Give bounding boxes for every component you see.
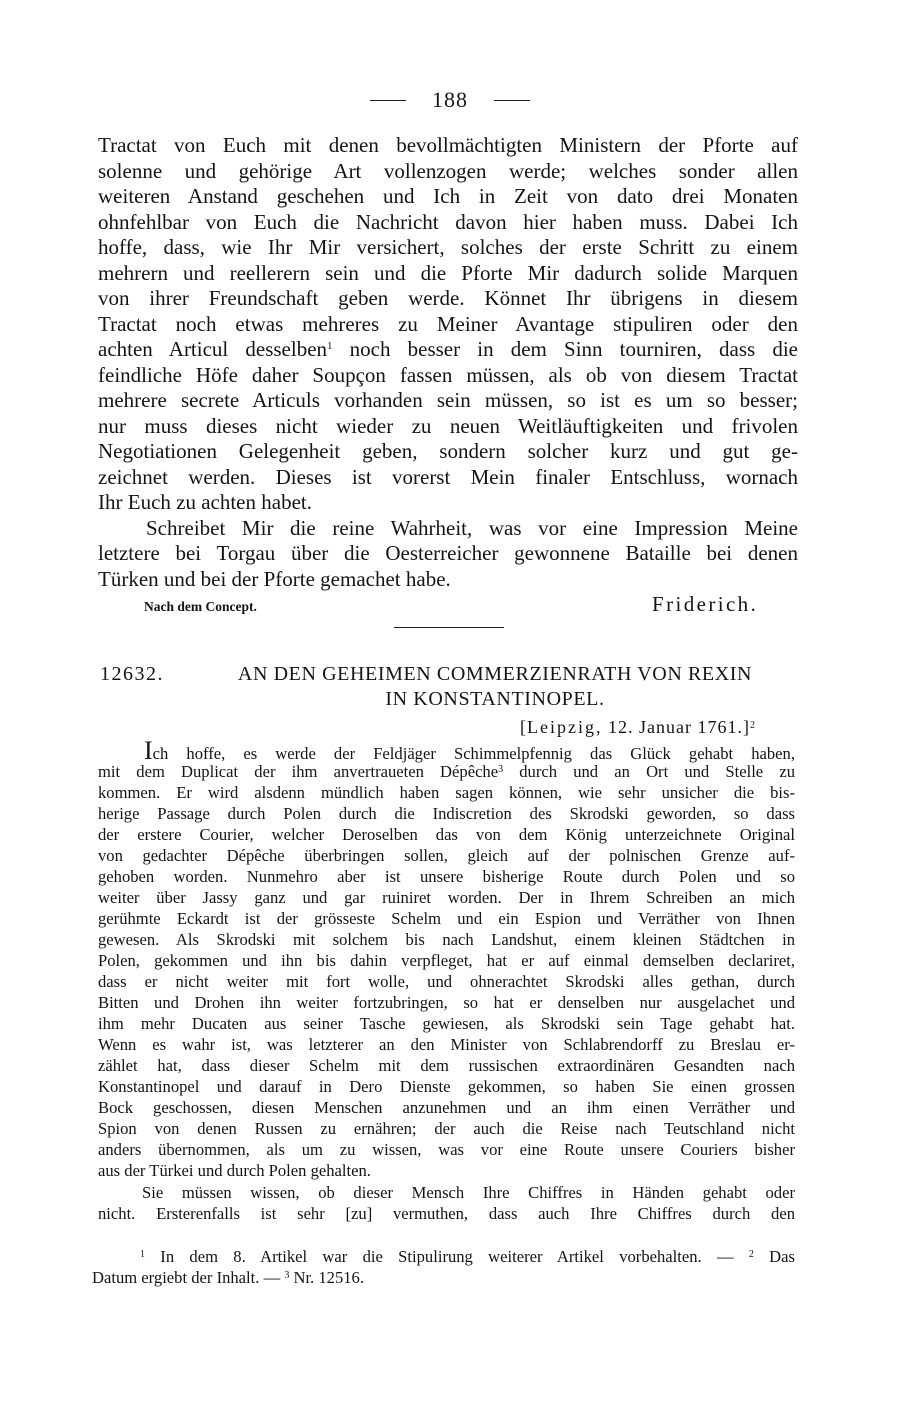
footnote-ref-1: 1: [327, 340, 333, 352]
text-segment: durch und an Ort und Stelle zu: [503, 762, 795, 781]
text-segment: In dem 8. Artikel war die Stipulirung weiterer Artikel vorbehalten. —: [145, 1247, 749, 1266]
footnote-ref-2: 2: [749, 720, 756, 731]
text-segment: ch hoffe, es werde der Feldjäger Schimmelpfennig das Glück gehabt haben,: [152, 744, 795, 763]
text-line: Bitten und Drohen ihn weiter fortzubringen, so hat er denselben nur ausgelachet und: [98, 993, 795, 1012]
text-line: hoffe, dass, wie Ihr Mir versichert, solches der erste Schritt zu einem: [98, 235, 798, 259]
text-segment: Das: [753, 1247, 795, 1266]
footnote-line: [140, 1246, 795, 1268]
text-line: gerühmte Eckardt ist der grösseste Schelm und ein Espion und Verräther von Ihnen: [98, 909, 795, 928]
text-line: [98, 762, 795, 783]
signature: Friderich.: [652, 592, 759, 616]
text-line: mehrern und reellerern sein und die Pforte Mir dadurch solide Marquen: [98, 261, 798, 285]
text-line: Wenn es wahr ist, was letzterer an den Minister von Schlabrendorff zu Breslau er-: [98, 1035, 795, 1054]
text-line: nur muss dieses nicht wieder zu neuen Weitläuftigkeiten und frivolen: [98, 414, 798, 438]
document-number: 12632.: [100, 663, 164, 685]
header-dash-right: [494, 100, 530, 101]
text-line: letztere bei Torgau über die Oesterreicher gewonnene Bataille bei denen: [98, 541, 798, 565]
footnote-marker-2: 2: [748, 1249, 754, 1260]
footnote-marker-1: 1: [140, 1249, 145, 1260]
drop-cap: I: [144, 736, 153, 765]
text-line: Spion von denen Russen zu ernähren; der auch die Reise nach Teutschland nicht: [98, 1119, 795, 1138]
text-line: weiteren Anstand geschehen und Ich in Zeit von dato drei Monaten: [98, 184, 798, 208]
document-title-line2: IN KONSTANTINOPEL.: [385, 688, 605, 710]
text-line: nicht. Ersterenfalls ist sehr [zu] vermuthen, dass auch Ihre Chiffres durch den: [98, 1204, 795, 1223]
page-number: 188: [432, 87, 468, 112]
dateline-place: Leipzig,: [527, 717, 603, 737]
text-line: Tractat von Euch mit denen bevollmächtigten Ministern der Pforte auf: [98, 133, 798, 157]
text-line: von ihrer Freundschaft geben werde. Könnet Ihr übrigens in diesem: [98, 286, 798, 310]
text-line: von gedachter Dépêche überbringen sollen, gleich auf der polnischen Grenze auf-: [98, 846, 795, 865]
page-header: [0, 86, 900, 114]
text-line: kommen. Er wird alsdenn mündlich haben sagen können, wie sehr unsicher die bis-: [98, 783, 795, 802]
text-line: mehrere secrete Articuls vorhanden sein müssen, so ist es um so besser;: [98, 388, 798, 412]
document-title-line1: AN DEN GEHEIMEN COMMERZIENRATH VON REXIN: [237, 663, 753, 685]
dateline-date: 12. Januar 1761.]: [602, 717, 750, 737]
footnote-line: [92, 1267, 795, 1289]
text-line: [98, 337, 798, 363]
text-line: Türken und bei der Pforte gemachet habe.: [98, 567, 451, 591]
text-line: Ihr Euch zu achten habet.: [98, 490, 312, 514]
text-segment: achten Articul desselben: [98, 337, 328, 361]
text-line: anders übernommen, als um zu wissen, was vor eine Route unsere Couriers bisher: [98, 1140, 795, 1159]
text-line: herige Passage durch Polen durch die Indiscretion des Skrodski geworden, so dass: [98, 804, 795, 823]
text-line: Negotiationen Gelegenheit geben, sondern solcher kurz und gut ge-: [98, 439, 798, 463]
text-line: Tractat noch etwas mehreres zu Meiner Avantage stipuliren oder den: [98, 312, 798, 336]
text-line: zählet hat, dass dieser Schelm mit dem russischen extraordinären Gesandten nach: [98, 1056, 795, 1075]
text-line: Sie müssen wissen, ob dieser Mensch Ihre Chiffres in Händen gehabt oder: [142, 1183, 795, 1202]
text-line: dass er nicht weiter mit fort wolle, und ohnerachtet Skrodski alles gethan, durch: [98, 972, 795, 991]
text-line: Schreibet Mir die reine Wahrheit, was vor eine Impression Meine: [146, 516, 798, 540]
text-line: weiter über Jassy ganz und gar ruiniret worden. Der in Ihrem Schreiben an mich: [98, 888, 795, 907]
text-line: Konstantinopel und darauf in Dero Dienste gekommen, so haben Sie einen grossen: [98, 1077, 795, 1096]
text-line: [144, 736, 795, 765]
text-segment: Datum ergiebt der Inhalt. —: [92, 1268, 285, 1287]
text-line: feindliche Höfe daher Soupçon fassen müssen, als ob von diesem Tractat: [98, 363, 798, 387]
text-segment: noch besser in dem Sinn tourniren, dass die: [332, 337, 798, 361]
section-divider: [394, 627, 504, 628]
text-line: ihm mehr Ducaten aus seiner Tasche gewiesen, als Skrodski sein Tage gehabt hat.: [98, 1014, 795, 1033]
dateline-bracket: [: [520, 717, 527, 737]
text-line: der erstere Courier, welcher Deroselben das von dem König unterzeichnete Original: [98, 825, 795, 844]
source-note: Nach dem Concept.: [144, 599, 257, 614]
text-segment: mit dem Duplicat der ihm anvertraueten Dépêche: [98, 762, 499, 781]
text-line: ohnfehlbar von Euch die Nachricht davon hier haben muss. Dabei Ich: [98, 210, 798, 234]
text-segment: Nr. 12516.: [289, 1268, 364, 1287]
footnote-marker-3: 3: [284, 1270, 290, 1281]
text-line: Bock geschossen, diesen Menschen anzunehmen und an ihm einen Verräther und: [98, 1098, 795, 1117]
text-line: Polen, gekommen und ihn bis dahin verpfleget, hat er auf einmal demselben declariret,: [98, 951, 795, 970]
text-line: gewesen. Als Skrodski mit solchem bis nach Landshut, einem kleinen Städtchen in: [98, 930, 795, 949]
dateline: [520, 716, 756, 738]
text-line: gehoben worden. Nunmehro aber ist unsere bisherige Route durch Polen und so: [98, 867, 795, 886]
text-line: aus der Türkei und durch Polen gehalten.: [98, 1161, 371, 1180]
header-dash-left: [370, 100, 406, 101]
text-line: solenne und gehörige Art vollenzogen werde; welches sonder allen: [98, 159, 798, 183]
text-line: zeichnet werden. Dieses ist vorerst Mein finaler Entschluss, wornach: [98, 465, 798, 489]
footnote-ref-3: 3: [498, 764, 504, 775]
